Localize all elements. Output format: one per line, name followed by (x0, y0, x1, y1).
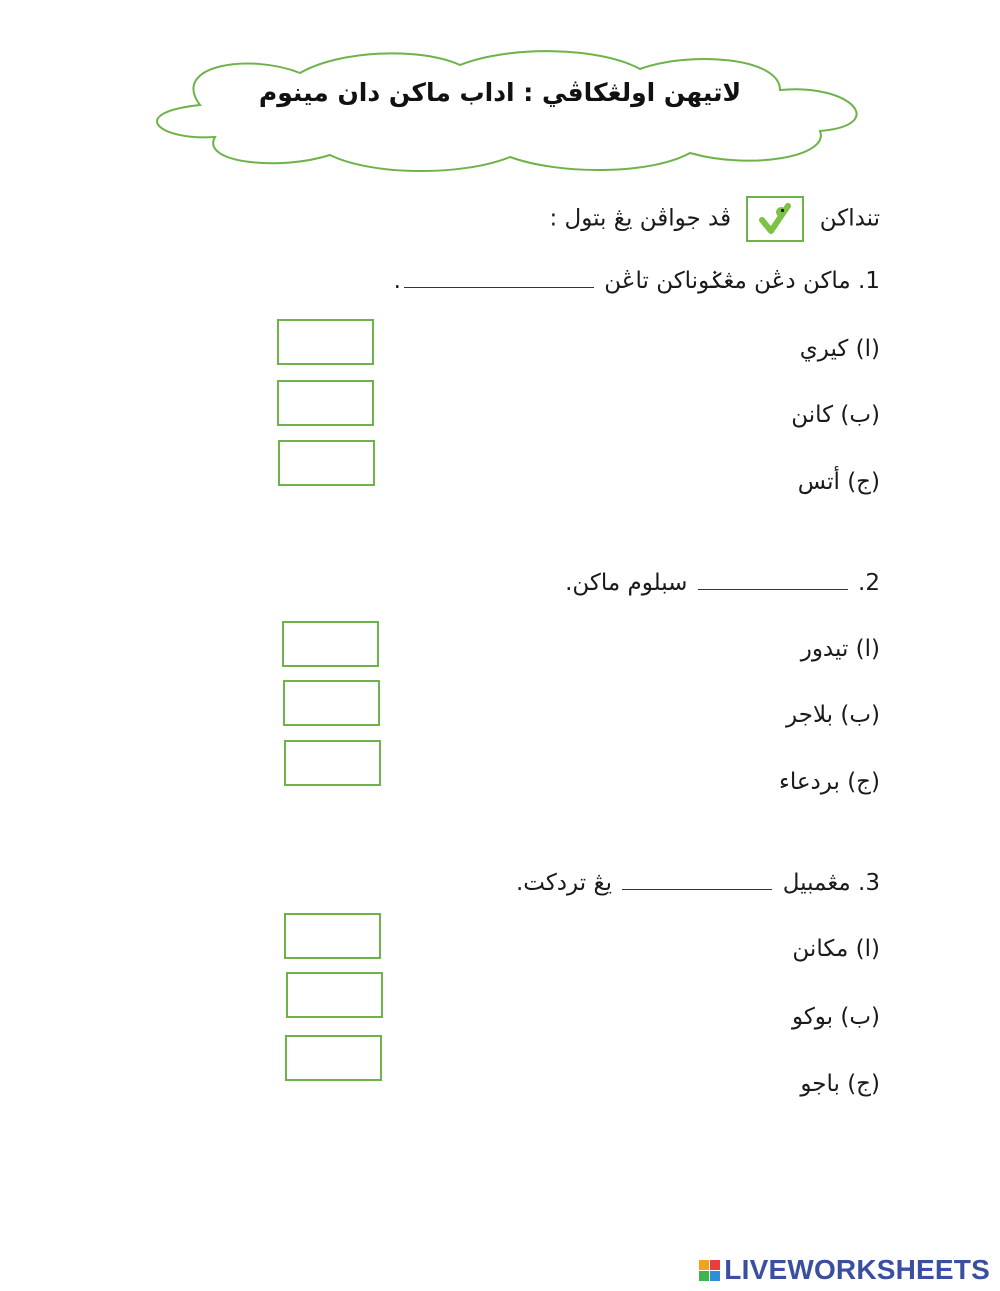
question-text: سبلوم ماكن. (565, 570, 688, 596)
question-3 (516, 870, 880, 896)
instruction (549, 196, 880, 242)
question-2 (565, 570, 880, 596)
answer-box-1b[interactable] (277, 380, 374, 426)
question-end: . (393, 268, 401, 294)
answer-box-2c[interactable] (284, 740, 381, 786)
answer-box-2a[interactable] (282, 621, 379, 667)
answer-box-3c[interactable] (285, 1035, 382, 1081)
answer-box-3b[interactable] (286, 972, 383, 1018)
question-end: يڠ تردكت. (515, 870, 613, 896)
question-text: مڠمبيل (782, 870, 851, 896)
answer-blank (698, 588, 848, 590)
answer-box-1a[interactable] (277, 319, 374, 365)
title-cloud (130, 45, 870, 175)
answer-box-3a[interactable] (284, 913, 381, 959)
logo-grid-icon (699, 1260, 720, 1281)
option-1a: (ا) كيري (799, 336, 880, 362)
answer-box-2b[interactable] (283, 680, 380, 726)
answer-blank (622, 888, 772, 890)
question-1 (394, 268, 880, 294)
question-number: 2. (858, 570, 880, 596)
option-2b: (ب) بلاجر (786, 702, 880, 728)
option-3c: (ج) باجو (800, 1071, 880, 1097)
answer-blank (404, 286, 594, 288)
instruction-after: ڤد جواڤن يڠ بتول : (549, 205, 732, 232)
option-1c: (ج) أتس (797, 469, 880, 495)
answer-box-1c[interactable] (278, 440, 375, 486)
page-title: لاتيهن اولڠكاڤي : اداب ماكن دان مينوم (258, 78, 742, 107)
option-3b: (ب) بوكو (791, 1004, 880, 1030)
brand-name: LIVEWORKSHEETS (724, 1254, 990, 1285)
question-number: 3. (858, 870, 880, 896)
option-3a: (ا) مكانن (792, 936, 880, 962)
check-mark-icon (746, 196, 804, 242)
option-2a: (ا) تيدور (800, 636, 880, 662)
option-1b: (ب) كانن (791, 402, 880, 428)
question-number: 1. (858, 268, 880, 294)
option-2c: (ج) بردعاء (779, 769, 880, 795)
instruction-before: تنداكن (819, 205, 880, 232)
liveworksheets-logo[interactable] (699, 1254, 990, 1286)
question-text: ماكن دڠن مڠݢوناكن تاڠن (604, 268, 851, 294)
